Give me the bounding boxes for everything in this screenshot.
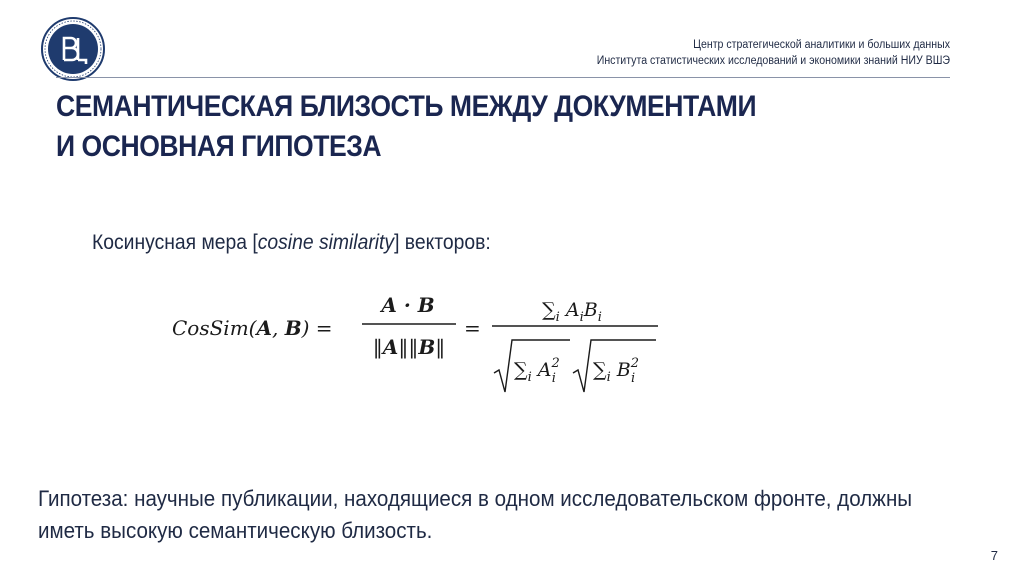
org-line-2: Института статистических исследований и экономики знаний НИУ ВШЭ <box>596 55 950 67</box>
header-organization <box>597 37 950 69</box>
formula-lhs: CosSim(A, B) = <box>172 316 333 340</box>
formula-denominator-2b: $\sum_i$ $B^2$ i <box>593 356 640 386</box>
formula-equals: = <box>464 316 481 340</box>
formula-denominator-1: ‖A‖‖B‖ <box>372 335 446 359</box>
cosine-similarity-formula <box>160 280 680 410</box>
intro-term: cosine similarity <box>257 231 395 254</box>
slide-title <box>56 87 756 167</box>
formula-denominator-2a: $\sum_i$ $A^2$ i <box>514 356 560 386</box>
title-line-2: И ОСНОВНАЯ ГИПОТЕЗА <box>56 130 382 163</box>
header-divider <box>56 77 950 78</box>
hypothesis-text: Гипотеза: научные публикации, находящиеся в одном исследовательском фронте, должны иметь высокую семантическую близость. <box>38 486 913 543</box>
formula-numerator-1: A · B <box>381 293 435 317</box>
page-number: 7 <box>990 548 998 563</box>
intro-after: ] векторов: <box>394 231 491 254</box>
intro-before: Косинусная мера [ <box>92 231 258 254</box>
title-line-1: СЕМАНТИЧЕСКАЯ БЛИЗОСТЬ МЕЖДУ ДОКУМЕНТАМИ <box>56 90 757 123</box>
formula-numerator-2: $\sum_i$ $A_iB_i$ <box>542 299 602 325</box>
intro-text <box>92 229 491 257</box>
hse-university-logo <box>40 16 106 82</box>
org-line-1: Центр стратегической аналитики и больших данных <box>693 39 950 51</box>
